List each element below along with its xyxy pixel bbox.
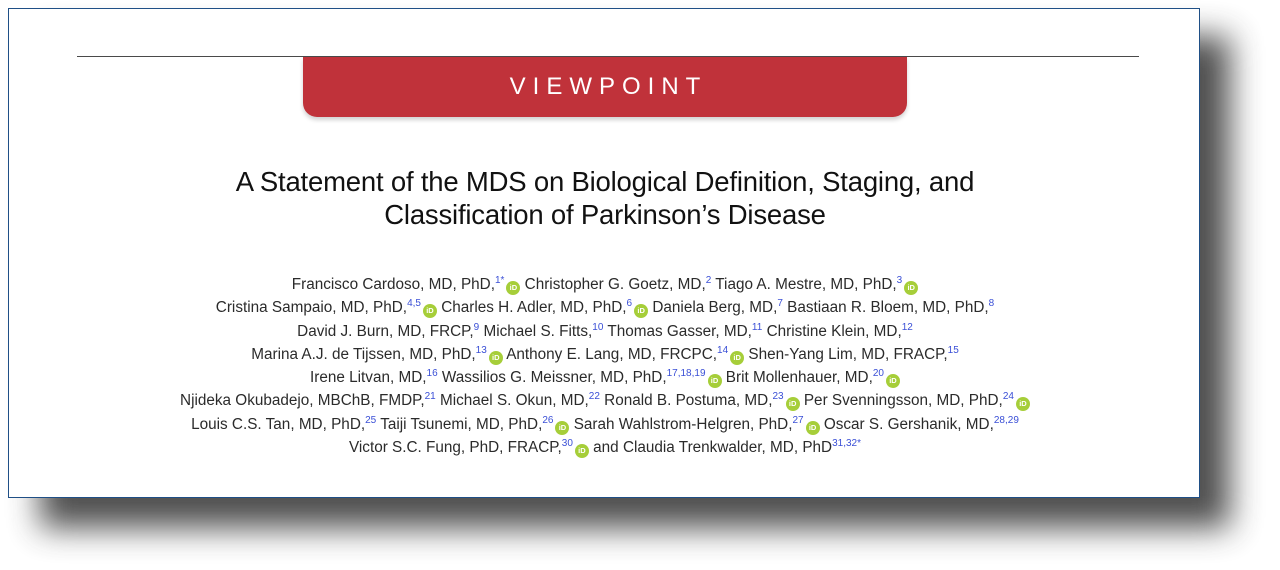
author-name: Cristina Sampaio, MD, PhD,	[215, 299, 408, 317]
author-name: Daniela Berg, MD,	[652, 299, 778, 317]
author	[748, 346, 958, 363]
affiliation-marker[interactable]: 15	[947, 344, 959, 356]
author-name: Thomas Gasser, MD,	[607, 322, 752, 340]
orcid-icon[interactable]: iD	[423, 304, 437, 318]
affiliation-marker[interactable]: 7	[777, 298, 783, 310]
author-name: Anthony E. Lang, MD, FRCPC,	[506, 345, 718, 363]
section-label: VIEWPOINT	[509, 73, 708, 100]
author-name: Taiji Tsunemi, MD, PhD,	[380, 415, 543, 433]
author	[506, 346, 744, 363]
author	[442, 369, 722, 386]
author	[604, 392, 799, 409]
author	[607, 323, 762, 340]
author	[310, 369, 438, 386]
author	[441, 299, 648, 316]
affiliation-marker[interactable]: 1*	[494, 275, 505, 286]
author-name: Wassilios G. Meissner, MD, PhD,	[441, 369, 667, 387]
author-name: Bastiaan R. Bloem, MD, PhD,	[787, 299, 989, 317]
affiliation-marker[interactable]: 8	[988, 298, 995, 310]
author	[440, 392, 600, 409]
author	[525, 276, 712, 293]
affiliation-marker[interactable]: 17,18,19	[666, 368, 706, 380]
affiliation-marker[interactable]: 14	[717, 344, 729, 356]
affiliation-marker[interactable]: 6	[626, 298, 633, 310]
author-name: Shen-Yang Lim, MD, FRACP,	[748, 345, 948, 363]
orcid-icon[interactable]: iD	[886, 374, 900, 388]
author-name: Victor S.C. Fung, PhD, FRACP,	[348, 439, 562, 457]
author-line	[69, 343, 1141, 366]
author-name: Christopher G. Goetz, MD,	[524, 276, 706, 293]
affiliation-marker[interactable]: 21	[424, 391, 436, 403]
affiliation-marker[interactable]: 11	[751, 321, 763, 333]
author-line	[69, 413, 1141, 436]
affiliation-marker[interactable]: 25	[365, 414, 377, 426]
author-name: Brit Mollenhauer, MD,	[725, 369, 873, 387]
orcid-icon[interactable]: iD	[489, 351, 503, 365]
affiliation-marker[interactable]: 22	[588, 391, 600, 403]
affiliation-marker[interactable]: 3	[896, 275, 903, 286]
orcid-icon[interactable]: iD	[786, 397, 800, 411]
orcid-icon[interactable]: iD	[708, 374, 722, 388]
title-line-1: A Statement of the MDS on Biological Definition, Staging, and	[235, 166, 975, 197]
author	[292, 276, 521, 293]
affiliation-marker[interactable]: 31,32*	[832, 438, 862, 450]
author-name: Michael S. Fitts,	[483, 322, 593, 340]
affiliation-marker[interactable]: 30	[561, 438, 573, 450]
author-name: Michael S. Okun, MD,	[440, 392, 589, 410]
author	[787, 299, 994, 316]
author-name: Per Svenningsson, MD, PhD,	[803, 392, 1003, 410]
orcid-icon[interactable]: iD	[806, 421, 820, 435]
author	[652, 299, 783, 316]
author	[574, 416, 820, 433]
author-line	[69, 366, 1141, 389]
author	[297, 323, 479, 340]
affiliation-marker[interactable]: 24	[1002, 391, 1014, 403]
author-line	[69, 296, 1141, 319]
article-title	[69, 165, 1141, 231]
orcid-icon[interactable]: iD	[904, 281, 918, 295]
author	[349, 439, 589, 456]
affiliation-marker[interactable]: 26	[542, 414, 554, 426]
author-line	[69, 389, 1141, 412]
author	[726, 369, 900, 386]
author-name: Tiago A. Mestre, MD, PhD,	[715, 276, 897, 293]
author-line	[69, 436, 1141, 459]
affiliation-marker[interactable]: 12	[901, 321, 913, 333]
author	[715, 276, 918, 293]
affiliation-marker[interactable]: 27	[792, 414, 804, 426]
author-name: Njideka Okubadejo, MBChB, FMDP,	[180, 392, 425, 410]
orcid-icon[interactable]: iD	[1016, 397, 1030, 411]
title-line-2: Classification of Parkinson’s Disease	[384, 199, 826, 230]
author-list	[69, 273, 1141, 459]
author	[251, 346, 503, 363]
author-name: Ronald B. Postuma, MD,	[604, 392, 773, 410]
author-line	[69, 273, 1141, 296]
section-banner	[303, 57, 907, 117]
affiliation-marker[interactable]: 16	[426, 368, 438, 380]
affiliation-marker[interactable]: 20	[872, 368, 884, 380]
article-header-card	[8, 8, 1200, 498]
author-name: Irene Litvan, MD,	[310, 369, 427, 387]
author-name: Marina A.J. de Tijssen, MD, PhD,	[251, 345, 476, 363]
author-name: Francisco Cardoso, MD, PhD,	[291, 276, 495, 293]
author-name: David J. Burn, MD, FRCP,	[297, 322, 474, 340]
author-name: Oscar S. Gershanik, MD,	[823, 415, 994, 433]
orcid-icon[interactable]: iD	[634, 304, 648, 318]
orcid-icon[interactable]: iD	[555, 421, 569, 435]
author	[593, 439, 861, 456]
author-name: Christine Klein, MD,	[766, 322, 902, 340]
author	[216, 299, 437, 316]
author	[767, 323, 913, 340]
affiliation-marker[interactable]: 28,29	[993, 414, 1019, 426]
author-line	[69, 320, 1141, 343]
affiliation-marker[interactable]: 4,5	[407, 298, 421, 310]
author-name: Louis C.S. Tan, MD, PhD,	[191, 415, 366, 433]
orcid-icon[interactable]: iD	[730, 351, 744, 365]
author	[380, 416, 569, 433]
author	[180, 392, 436, 409]
author-name: Charles H. Adler, MD, PhD,	[441, 299, 627, 317]
orcid-icon[interactable]: iD	[575, 444, 589, 458]
author	[824, 416, 1019, 433]
author	[191, 416, 376, 433]
affiliation-marker[interactable]: 23	[772, 391, 784, 403]
author-name: and Claudia Trenkwalder, MD, PhD	[593, 439, 833, 457]
affiliation-marker[interactable]: 10	[592, 321, 604, 333]
author	[804, 392, 1030, 409]
orcid-icon[interactable]: iD	[506, 281, 520, 295]
affiliation-marker[interactable]: 13	[475, 344, 487, 356]
affiliation-marker[interactable]: 2	[705, 275, 712, 286]
affiliation-marker[interactable]: 9	[473, 321, 480, 333]
author-name: Sarah Wahlstrom-Helgren, PhD,	[573, 415, 793, 433]
author	[483, 323, 603, 340]
